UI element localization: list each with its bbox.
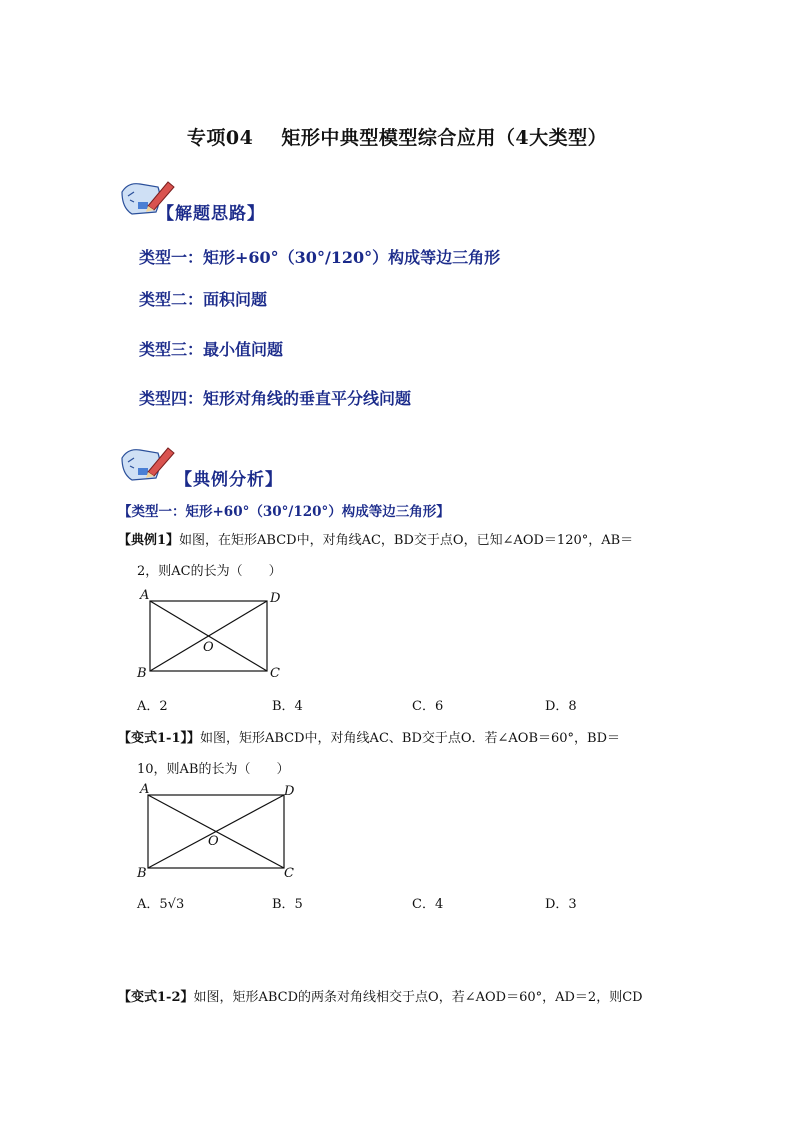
q1-line1	[118, 529, 633, 548]
q2-label-d: D	[284, 784, 295, 799]
q2-label-a: A	[140, 782, 150, 797]
q1-option-c[interactable]: C．6	[412, 699, 444, 714]
q2-label-b: B	[137, 866, 147, 881]
q1-text1: 如图，在矩形ABCD中，对角线AC，BD交于点O，已知∠AOD＝120°，AB＝	[179, 533, 634, 548]
section-examples-heading: 【典例分析】	[175, 470, 283, 490]
type-one-header: 【类型一：矩形+60°（30°/120°）构成等边三角形】	[118, 504, 450, 520]
q1-label-o: O	[203, 640, 214, 655]
q2-label-c: C	[284, 866, 294, 881]
q2-line1	[118, 727, 620, 746]
page-title	[0, 123, 794, 150]
q2-option-b[interactable]: B．5	[272, 897, 303, 912]
title-part2: 矩形中典型模型综合应用（4大类型）	[281, 127, 608, 149]
q2-line2: 10，则AB的长为（ ）	[137, 762, 290, 777]
q1-label-a: A	[140, 588, 150, 603]
q2-option-c[interactable]: C．4	[412, 897, 444, 912]
q2-rectangle-figure	[138, 784, 298, 879]
section-approach-heading: 【解题思路】	[157, 204, 265, 224]
q3-tag: 【变式1-2】	[118, 990, 194, 1005]
type-3-line: 类型三：最小值问题	[139, 340, 284, 359]
q1-option-a[interactable]: A．2	[137, 699, 168, 714]
q1-label-b: B	[137, 666, 147, 681]
q2-label-o: O	[208, 834, 219, 849]
q2-option-a[interactable]: A．5√3	[137, 897, 185, 912]
note-pencil-icon	[118, 444, 180, 486]
q1-option-b[interactable]: B．4	[272, 699, 303, 714]
q1-label-c: C	[270, 666, 280, 681]
q1-tag: 【典例1】	[118, 533, 180, 548]
type-4-line: 类型四：矩形对角线的垂直平分线问题	[139, 389, 412, 408]
q3-line1	[118, 986, 643, 1005]
q2-tag: 【变式1-1】】	[118, 731, 200, 746]
type-2-line: 类型二：面积问题	[139, 290, 268, 309]
type-1-line: 类型一：矩形+60°（30°/120°）构成等边三角形	[139, 248, 501, 267]
q2-option-d[interactable]: D．3	[545, 897, 577, 912]
q2-text1: 如图，矩形ABCD中，对角线AC、BD交于点O．若∠AOB＝60°，BD＝	[200, 731, 621, 746]
q3-text1: 如图，矩形ABCD的两条对角线相交于点O，若∠AOD＝60°，AD＝2，则CD	[193, 990, 643, 1005]
q1-line2: 2，则AC的长为（ ）	[137, 564, 282, 579]
title-part1: 专项04	[186, 127, 254, 149]
q1-label-d: D	[270, 591, 281, 606]
q1-option-d[interactable]: D．8	[545, 699, 577, 714]
